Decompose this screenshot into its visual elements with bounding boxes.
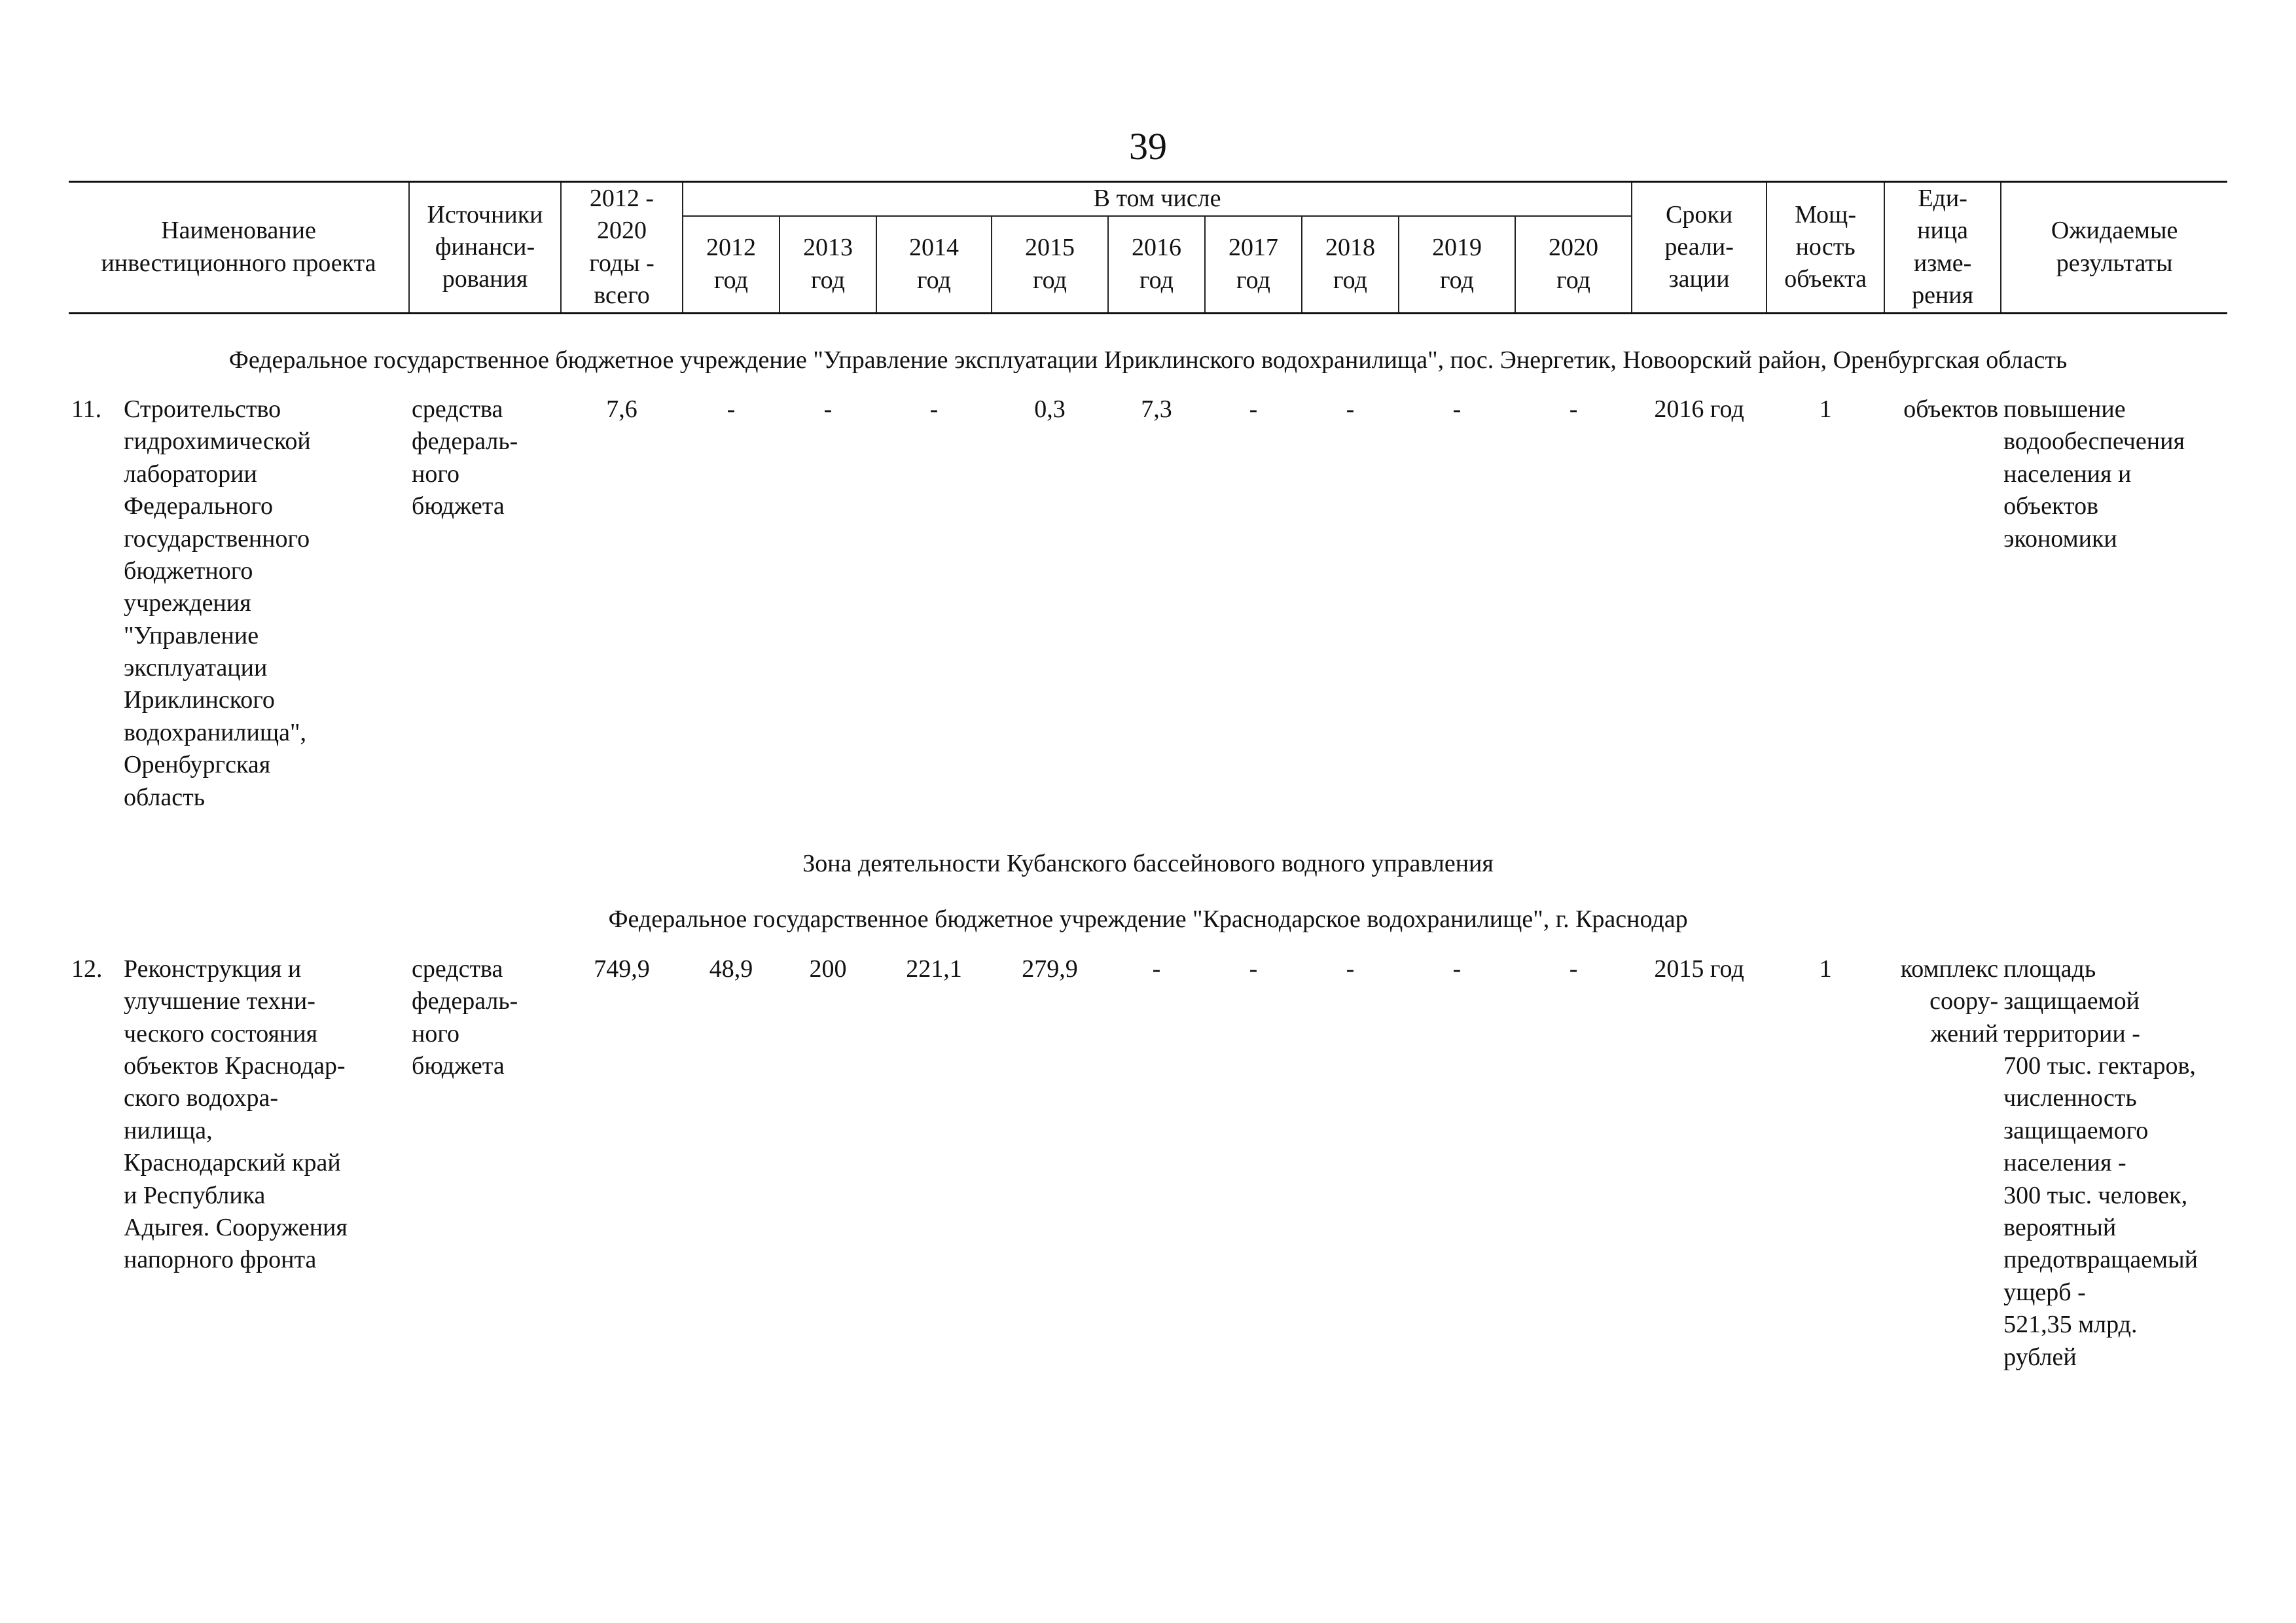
financing-source: средства федераль- ного бюджета <box>412 955 518 1080</box>
header-year: 2019 год <box>1399 216 1515 313</box>
expected-result: повышение водообеспечения населения и объектов экономики <box>2003 395 2185 553</box>
implementation-term: 2016 год <box>1654 395 1744 423</box>
measure-unit: объектов <box>1903 395 1999 423</box>
capacity-value: 1 <box>1819 955 1832 983</box>
total-value: 749,9 <box>594 955 650 983</box>
year-value: - <box>1346 955 1355 983</box>
year-value: - <box>1249 955 1258 983</box>
row-index: 12. <box>71 955 103 983</box>
year-value: - <box>1569 395 1578 423</box>
total-value: 7,6 <box>606 395 637 423</box>
year-value: 0,3 <box>1034 395 1066 423</box>
section-title-row <box>69 814 2227 897</box>
section-title: Федеральное государственное бюджетное учреждение "Краснодарское водохранилище", г. Краснодар <box>608 905 1688 934</box>
project-name: Строительство гидрохимической лаборатории Федерального государственного бюджетного учреждения "Управление эксплуатации Ириклинского водохранилища", Оренбургская область <box>124 395 311 811</box>
expected-result: площадь защищаемой территории - 700 тыс. гектаров, численность защищаемого населения - 300 тыс. человек, вероятный предотвращаемый ущерб - 521,35 млрд. рублей <box>2003 955 2198 1371</box>
measure-unit: комплекс соору- жений <box>1900 955 1999 1048</box>
year-value: - <box>1452 955 1462 983</box>
year-value: 48,9 <box>709 955 753 983</box>
year-value: - <box>929 395 939 423</box>
capacity-value: 1 <box>1819 395 1832 423</box>
year-value: - <box>1452 395 1462 423</box>
year-value: 221,1 <box>906 955 962 983</box>
header-year: 2017 год <box>1205 216 1302 313</box>
section-title-row <box>69 897 2227 953</box>
header-capacity: Мощ- ность объекта <box>1767 182 1884 314</box>
header-year: 2012 год <box>683 216 780 313</box>
header-unit: Еди- ница изме- рения <box>1884 182 2001 314</box>
header-project-name: Наименование инвестиционного проекта <box>69 182 409 314</box>
year-value: - <box>1249 395 1258 423</box>
header-year: 2014 год <box>876 216 992 313</box>
investment-projects-table <box>69 181 2227 1374</box>
table-row <box>69 393 2227 814</box>
section-title: Федеральное государственное бюджетное учреждение "Управление эксплуатации Ириклинского водохранилища", пос. Энергетик, Новоорский район, Оренбургская область <box>228 346 2068 374</box>
project-cell <box>69 953 409 1374</box>
year-value: 7,3 <box>1141 395 1172 423</box>
row-index: 11. <box>71 395 102 423</box>
header-year: 2013 год <box>780 216 876 313</box>
year-value: - <box>1569 955 1578 983</box>
header-year: 2018 год <box>1302 216 1399 313</box>
project-cell <box>69 393 409 814</box>
table-header <box>69 182 2227 314</box>
header-year: 2015 год <box>992 216 1108 313</box>
header-year: 2016 год <box>1108 216 1205 313</box>
year-value: 200 <box>809 955 847 983</box>
year-value: - <box>1346 395 1355 423</box>
year-value: - <box>726 395 736 423</box>
year-value: 279,9 <box>1022 955 1078 983</box>
header-financing-sources: Источники финанси- рования <box>409 182 561 314</box>
table-row <box>69 953 2227 1374</box>
header-total: 2012 - 2020 годы - всего <box>561 182 683 314</box>
section-title: Зона деятельности Кубанского бассейнового водного управления <box>802 850 1494 878</box>
header-terms: Сроки реали- зации <box>1632 182 1767 314</box>
year-value: - <box>1152 955 1161 983</box>
page-number: 39 <box>1129 125 1167 168</box>
implementation-term: 2015 год <box>1654 955 1744 983</box>
header-year: 2020 год <box>1515 216 1632 313</box>
year-value: - <box>823 395 833 423</box>
header-expected-results: Ожидаемые результаты <box>2001 182 2227 314</box>
project-name: Реконструкция и улучшение техни- ческого состояния объектов Краснодар- ского водохра- нилища, Краснодарский край и Республика Адыгея. Сооружения напорного фронта <box>124 955 348 1274</box>
table-body <box>69 313 2227 1374</box>
financing-source: средства федераль- ного бюджета <box>412 395 518 520</box>
header-including: В том числе <box>683 182 1632 216</box>
section-title-row <box>69 313 2227 393</box>
